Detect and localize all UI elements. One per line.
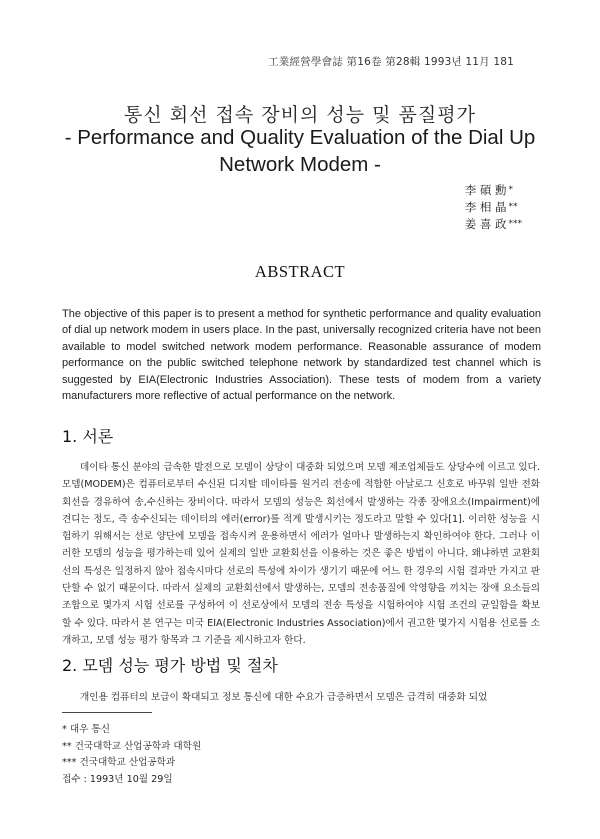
- author-list: [465, 182, 522, 233]
- paper-title-korean: 통신 회선 접속 장비의 성능 및 품질평가: [124, 104, 476, 126]
- author-affiliation-mark: **: [508, 202, 518, 212]
- abstract-text: The objective of this paper is to present a method for synthetic performance and quality evaluation of dial up network modem in users place. In the past, universally recognized criteria have not been available to model switched network modem performance. Reasonable assurance of modem performance on the public switched telephone network by standardized test channel which is suggested by EIA(Electronic Industries Association). These tests of modem from a variety manufacturers more reflective of actual performance on the network.: [62, 308, 541, 403]
- footnote: *** 건국대학교 산업공학과: [62, 757, 176, 769]
- author-affiliation-mark: ***: [508, 219, 522, 229]
- abstract-heading: ABSTRACT: [254, 262, 346, 281]
- author-affiliation-mark: *: [508, 185, 513, 195]
- paper-title-english-line1: - Performance and Quality Evaluation of the Dial Up: [64, 126, 536, 149]
- footnote-divider: [62, 712, 152, 713]
- paper-title-english-line2: Network Modem -: [219, 153, 381, 176]
- author-name: 李 相 晶: [464, 200, 507, 214]
- author-name: 李 碩 勳: [464, 183, 507, 197]
- section-text-methods: 개인용 컴퓨터의 보급이 확대되고 정보 통신에 대한 수요가 급증하면서 모뎀은 급격히 대중화 되었: [80, 692, 488, 703]
- author: [465, 182, 522, 199]
- section-text-introduction: 데이타 통신 분야의 급속한 발전으로 모뎀이 상당이 대중화 되었으며 모뎀 제조업체들도 상당수에 이르고 있다. 모뎀(MODEM)은 컴퓨터로부터 수신된 디지탈 데이타를 원거리 전송에 적합한 아날로그 신호로 바꾸워 일반 전화회선을 경유하여 송,수신하는 장비이다. 따라서 모뎀의 성능은 회선에서 발생하는 각종 장애요소(Impairment)에 견디는 정도, 즉 송수신되는 데이터의 에러(error)를 적게 발생시키는 정도라고 말할 수 있다[1]. 이러한 성능을 시험하기 위해서는 선로 양단에 모뎀을 접속시켜 운용하면서 에러가 얼마나 발생하는지 확인하여야 한다. 그러나 이러한 모뎀의 성능을 평가하는데 있어 실제의 일반 교환회선을 이용하는 것은 좋은 방법이 아니다. 왜냐하면 교환회선의 특성은 일정하지 않아 접속시마다 선로의 특성에 차이가 생기기 때문에 어느 한 경우의 시험 결과만 가지고 판단할 수 없기 때문이다. 따라서 실제의 교환회선에서 발생하는, 모뎀의 전송품질에 악영향을 끼치는 장애 요소들의 조합으로 몇가지 시험 선로를 구성하여 이 선로상에서 모뎀의 전송 특성을 시험하여야 시험 조건의 균일함을 확보할 수 있다. 따라서 본 연구는 미국 EIA(Electronic Industries Association)에서 권고한 몇가지 시험용 선로를 소개하고, 모뎀 성능 평가 항목과 그 기준을 제시하고자 한다.: [62, 462, 540, 646]
- footnote: ** 건국대학교 산업공학과 대학원: [62, 740, 202, 752]
- footnote: * 대우 통신: [62, 724, 110, 735]
- received-date: 접수 : 1993년 10월 29일: [62, 773, 173, 785]
- running-header: 工業經營學會誌 第16卷 第28輯 1993년 11月 181: [268, 56, 514, 68]
- author-name: 姜 喜 政: [464, 217, 507, 231]
- section-heading-methods: 2. 모뎀 성능 평가 방법 및 절차: [62, 656, 278, 675]
- paper-title-english: [40, 124, 560, 178]
- author: [465, 199, 522, 216]
- footnotes: [62, 722, 201, 788]
- section-heading-introduction: 1. 서론: [62, 427, 114, 446]
- author: [465, 216, 522, 233]
